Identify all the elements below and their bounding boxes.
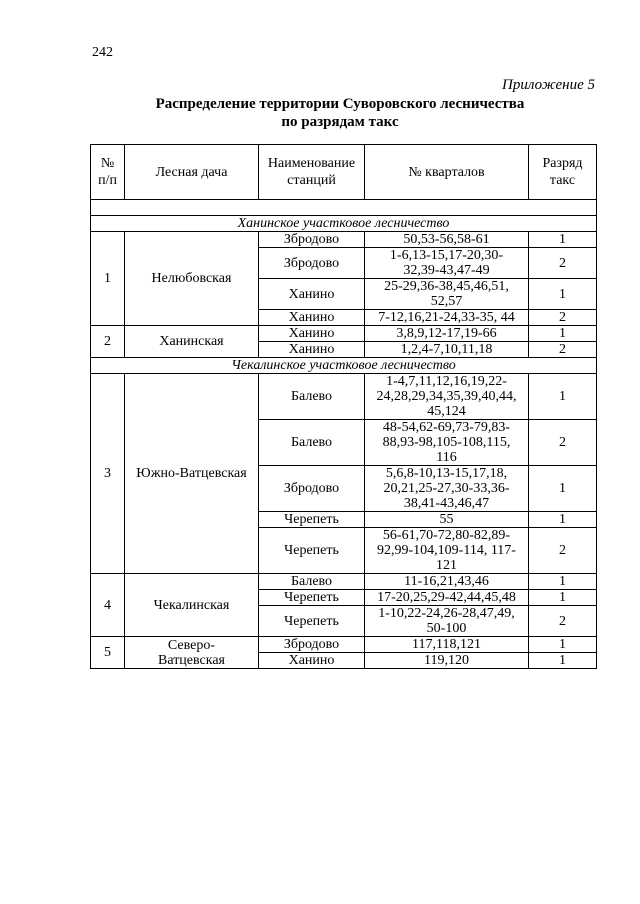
table-header-row bbox=[91, 145, 597, 200]
station-name: Балево bbox=[259, 574, 365, 590]
quarter-numbers: 48-54,62-69,73-79,83- 88,93-98,105-108,115, 116 bbox=[365, 420, 529, 466]
station-name: Ханино bbox=[259, 653, 365, 669]
table-row bbox=[91, 637, 597, 653]
station-name: Збродово bbox=[259, 637, 365, 653]
section-row bbox=[91, 216, 597, 232]
table-row bbox=[91, 232, 597, 248]
forest-dacha: Ханинская bbox=[125, 326, 259, 358]
forest-dacha: Северо- Ватцевская bbox=[125, 637, 259, 669]
quarter-numbers: 25-29,36-38,45,46,51, 52,57 bbox=[365, 279, 529, 310]
table-row bbox=[91, 574, 597, 590]
station-name: Ханино bbox=[259, 342, 365, 358]
quarter-numbers: 3,8,9,12-17,19-66 bbox=[365, 326, 529, 342]
tax-rank: 1 bbox=[529, 326, 597, 342]
title-line-2: по разрядам такс bbox=[281, 114, 399, 130]
header-dacha: Лесная дача bbox=[125, 145, 259, 200]
appendix-label: Приложение 5 bbox=[502, 77, 595, 93]
row-number: 1 bbox=[91, 232, 125, 326]
tax-rank: 1 bbox=[529, 466, 597, 512]
quarter-numbers: 50,53-56,58-61 bbox=[365, 232, 529, 248]
tax-rank: 1 bbox=[529, 232, 597, 248]
quarter-numbers: 17-20,25,29-42,44,45,48 bbox=[365, 590, 529, 606]
station-name: Збродово bbox=[259, 248, 365, 279]
forest-dacha: Чекалинская bbox=[125, 574, 259, 637]
station-name: Черепеть bbox=[259, 512, 365, 528]
section-name: Чекалинское участковое лесничество bbox=[91, 358, 597, 374]
table-body bbox=[91, 200, 597, 669]
tax-rank: 2 bbox=[529, 606, 597, 637]
tax-rank: 2 bbox=[529, 310, 597, 326]
quarter-numbers: 56-61,70-72,80-82,89- 92,99-104,109-114, 117- 121 bbox=[365, 528, 529, 574]
station-name: Ханино bbox=[259, 310, 365, 326]
row-number: 2 bbox=[91, 326, 125, 358]
table-row bbox=[91, 374, 597, 420]
tax-rank: 2 bbox=[529, 420, 597, 466]
quarter-numbers: 1-10,22-24,26-28,47,49, 50-100 bbox=[365, 606, 529, 637]
tax-rank: 1 bbox=[529, 637, 597, 653]
tax-rank: 1 bbox=[529, 512, 597, 528]
header-station: Наименование станций bbox=[259, 145, 365, 200]
station-name: Балево bbox=[259, 420, 365, 466]
station-name: Черепеть bbox=[259, 528, 365, 574]
quarter-numbers: 119,120 bbox=[365, 653, 529, 669]
row-number: 4 bbox=[91, 574, 125, 637]
station-name: Збродово bbox=[259, 466, 365, 512]
tax-rank: 1 bbox=[529, 279, 597, 310]
document-title bbox=[90, 95, 590, 131]
station-name: Збродово bbox=[259, 232, 365, 248]
row-number: 5 bbox=[91, 637, 125, 669]
tax-rank: 2 bbox=[529, 248, 597, 279]
station-name: Балево bbox=[259, 374, 365, 420]
forest-rank-table bbox=[90, 144, 597, 669]
quarter-numbers: 1-6,13-15,17-20,30- 32,39-43,47-49 bbox=[365, 248, 529, 279]
quarter-numbers: 5,6,8-10,13-15,17,18, 20,21,25-27,30-33,36- 38,41-43,46,47 bbox=[365, 466, 529, 512]
forest-dacha: Нелюбовская bbox=[125, 232, 259, 326]
quarter-numbers: 7-12,16,21-24,33-35, 44 bbox=[365, 310, 529, 326]
header-rank: Разряд такс bbox=[529, 145, 597, 200]
station-name: Черепеть bbox=[259, 606, 365, 637]
quarter-numbers: 1,2,4-7,10,11,18 bbox=[365, 342, 529, 358]
title-line-1: Распределение территории Суворовского лесничества bbox=[155, 96, 525, 112]
tax-rank: 1 bbox=[529, 590, 597, 606]
table-row bbox=[91, 326, 597, 342]
blank-row bbox=[91, 200, 597, 216]
row-number: 3 bbox=[91, 374, 125, 574]
page-number: 242 bbox=[92, 45, 113, 60]
section-name: Ханинское участковое лесничество bbox=[91, 216, 597, 232]
quarter-numbers: 1-4,7,11,12,16,19,22- 24,28,29,34,35,39,40,44, 45,124 bbox=[365, 374, 529, 420]
section-row bbox=[91, 358, 597, 374]
header-quarters: № кварталов bbox=[365, 145, 529, 200]
tax-rank: 2 bbox=[529, 342, 597, 358]
forest-dacha: Южно-Ватцевская bbox=[125, 374, 259, 574]
quarter-numbers: 11-16,21,43,46 bbox=[365, 574, 529, 590]
tax-rank: 1 bbox=[529, 653, 597, 669]
station-name: Ханино bbox=[259, 326, 365, 342]
station-name: Ханино bbox=[259, 279, 365, 310]
tax-rank: 2 bbox=[529, 528, 597, 574]
tax-rank: 1 bbox=[529, 574, 597, 590]
tax-rank: 1 bbox=[529, 374, 597, 420]
header-number: № п/п bbox=[91, 145, 125, 200]
station-name: Черепеть bbox=[259, 590, 365, 606]
quarter-numbers: 117,118,121 bbox=[365, 637, 529, 653]
quarter-numbers: 55 bbox=[365, 512, 529, 528]
